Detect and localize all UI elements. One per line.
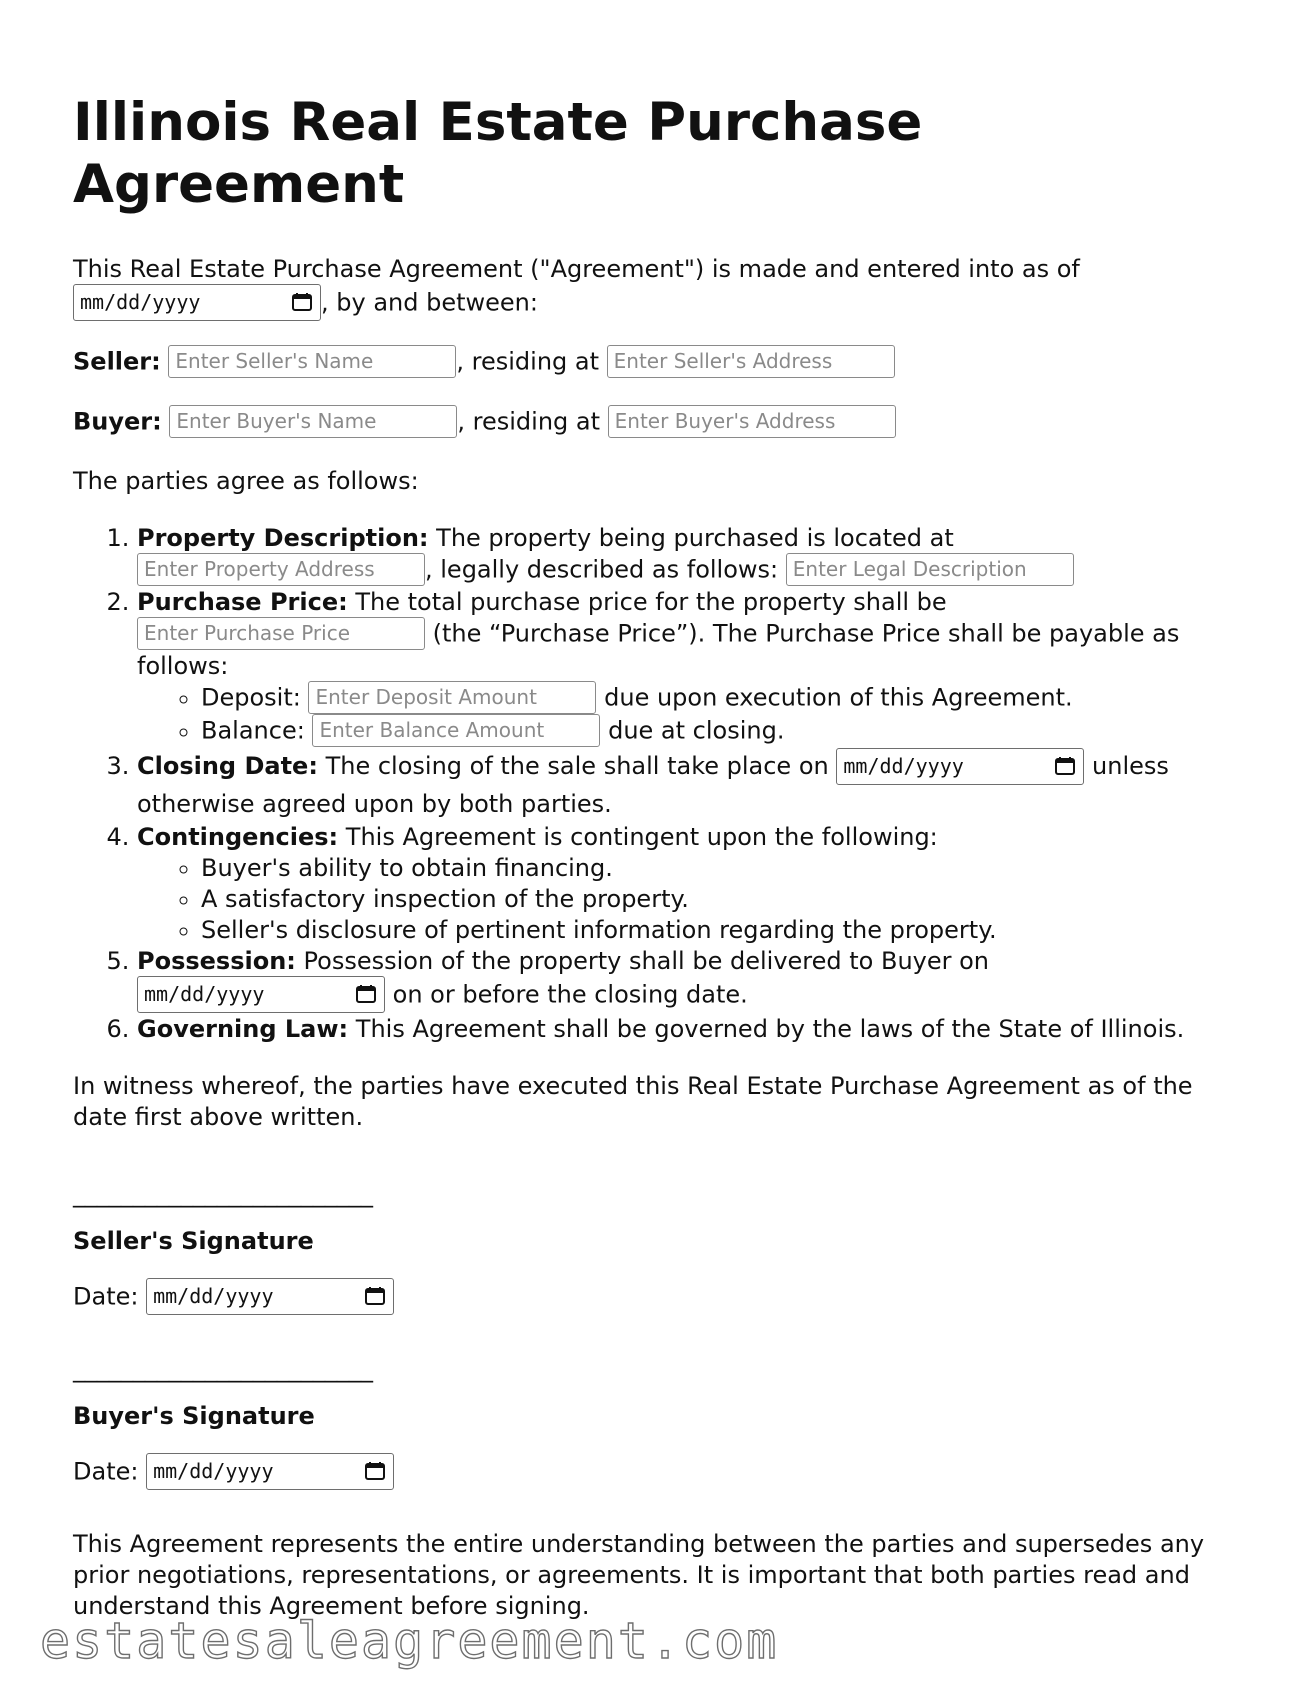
deposit-after-text: due upon execution of this Agreement. — [604, 683, 1073, 712]
buyer-residing-text: , residing at — [457, 407, 601, 436]
payment-list — [137, 682, 1253, 748]
list-item: ◦ Buyer's ability to obtain financing. — [201, 853, 1253, 884]
legal-text: , legally described as follows: — [425, 555, 779, 584]
buyer-sign-date-input[interactable] — [146, 1453, 394, 1490]
buyer-label: Buyer: — [73, 407, 162, 436]
date-placeholder: mm/dd/yyyy — [80, 290, 201, 314]
buyer-row — [73, 406, 1253, 437]
date-placeholder: mm/dd/yyyy — [144, 981, 265, 1006]
page-title: Illinois Real Estate Purchase Agreement — [73, 92, 923, 215]
agreement-document — [73, 92, 1253, 1622]
property-address-input[interactable]: Enter Property Address — [137, 553, 425, 586]
contingencies-text: This Agreement is contingent upon the following: — [345, 822, 938, 851]
term-property — [137, 523, 1253, 587]
term-closing — [137, 748, 1253, 822]
date-label: Date: — [73, 1282, 139, 1310]
buyer-address-input[interactable]: Enter Buyer's Address — [608, 405, 896, 438]
witness-text: In witness whereof, the parties have executed this Real Estate Purchase Agreement as of the date first above written. — [73, 1071, 1193, 1131]
price-text: The total purchase price for the property shall be — [355, 588, 947, 616]
calendar-icon[interactable] — [365, 1462, 385, 1480]
agreement-date-input[interactable] — [73, 284, 321, 321]
seller-signature-heading: Seller's Signature — [73, 1226, 314, 1255]
contingencies-label: Contingencies: — [137, 822, 339, 851]
contingencies-list — [137, 853, 1253, 946]
buyer-signature-line: _________________________ — [73, 1354, 373, 1383]
closing-text: The closing of the sale shall take place on — [325, 752, 829, 780]
buyer-signature-heading: Buyer's Signature — [73, 1401, 315, 1430]
term-possession — [137, 946, 1253, 1014]
seller-label: Seller: — [73, 347, 161, 376]
list-item: ◦ Seller's disclosure of pertinent information regarding the property. — [201, 915, 1253, 946]
deposit-item — [201, 682, 1253, 715]
seller-name-input[interactable]: Enter Seller's Name — [168, 345, 456, 378]
seller-signature-line: _________________________ — [73, 1179, 373, 1208]
calendar-icon[interactable] — [1055, 757, 1075, 775]
law-label: Governing Law: — [137, 1014, 349, 1043]
terms-list — [73, 523, 1253, 1045]
seller-date-row — [73, 1279, 1253, 1316]
date-label: Date: — [73, 1457, 139, 1485]
seller-sign-date-input[interactable] — [146, 1278, 394, 1315]
deposit-label: Deposit: — [201, 683, 301, 712]
closing-after-text: unless otherwise agreed upon by both parties. — [137, 752, 1169, 818]
seller-address-input[interactable]: Enter Seller's Address — [607, 345, 895, 378]
list-item: ◦ A satisfactory inspection of the property. — [201, 884, 1253, 915]
possession-text: Possession of the property shall be delivered to Buyer on — [303, 946, 990, 975]
calendar-icon[interactable] — [292, 293, 312, 311]
property-label: Property Description: — [137, 524, 429, 552]
closing-date-input[interactable] — [836, 748, 1084, 785]
date-placeholder: mm/dd/yyyy — [153, 1458, 274, 1483]
term-price — [137, 587, 1253, 748]
possession-date-input[interactable] — [137, 976, 385, 1013]
term-contingencies — [137, 822, 1253, 946]
intro-suffix: , by and between: — [321, 288, 538, 317]
buyer-date-row — [73, 1454, 1253, 1491]
intro-text: This Real Estate Purchase Agreement ("Agreement") is made and entered into as of — [73, 255, 1080, 283]
possession-after-text: on or before the closing date. — [392, 980, 748, 1008]
purchase-price-input[interactable]: Enter Purchase Price — [137, 617, 425, 650]
deposit-amount-input[interactable]: Enter Deposit Amount — [308, 681, 596, 714]
calendar-icon[interactable] — [365, 1287, 385, 1305]
possession-label: Possession: — [137, 946, 296, 975]
watermark: estatesaleagreement.com — [40, 1612, 779, 1670]
intro-paragraph — [73, 254, 1253, 322]
balance-amount-input[interactable]: Enter Balance Amount — [312, 714, 600, 747]
price-after-text: (the “Purchase Price”). The Purchase Price shall be payable as follows: — [137, 619, 1180, 680]
date-placeholder: mm/dd/yyyy — [843, 753, 964, 778]
closing-paragraph: This Agreement represents the entire understanding between the parties and supersedes any prior negotiations, representations, or agreements. It is important that both parties read and understand this Agreement before signing. — [73, 1529, 1205, 1620]
closing-label: Closing Date: — [137, 752, 318, 780]
balance-label: Balance: — [201, 716, 305, 745]
calendar-icon[interactable] — [356, 985, 376, 1003]
balance-after-text: due at closing. — [608, 716, 785, 745]
law-text: This Agreement shall be governed by the laws of the State of Illinois. — [355, 1014, 1185, 1043]
date-placeholder: mm/dd/yyyy — [153, 1283, 274, 1308]
term-law — [137, 1014, 1253, 1045]
buyer-name-input[interactable]: Enter Buyer's Name — [169, 405, 457, 438]
seller-row — [73, 346, 1253, 377]
agree-text: The parties agree as follows: — [73, 467, 419, 495]
legal-description-input[interactable]: Enter Legal Description — [786, 553, 1074, 586]
property-text: The property being purchased is located at — [436, 524, 954, 552]
balance-item — [201, 715, 1253, 748]
price-label: Purchase Price: — [137, 588, 348, 616]
seller-residing-text: , residing at — [456, 347, 600, 376]
